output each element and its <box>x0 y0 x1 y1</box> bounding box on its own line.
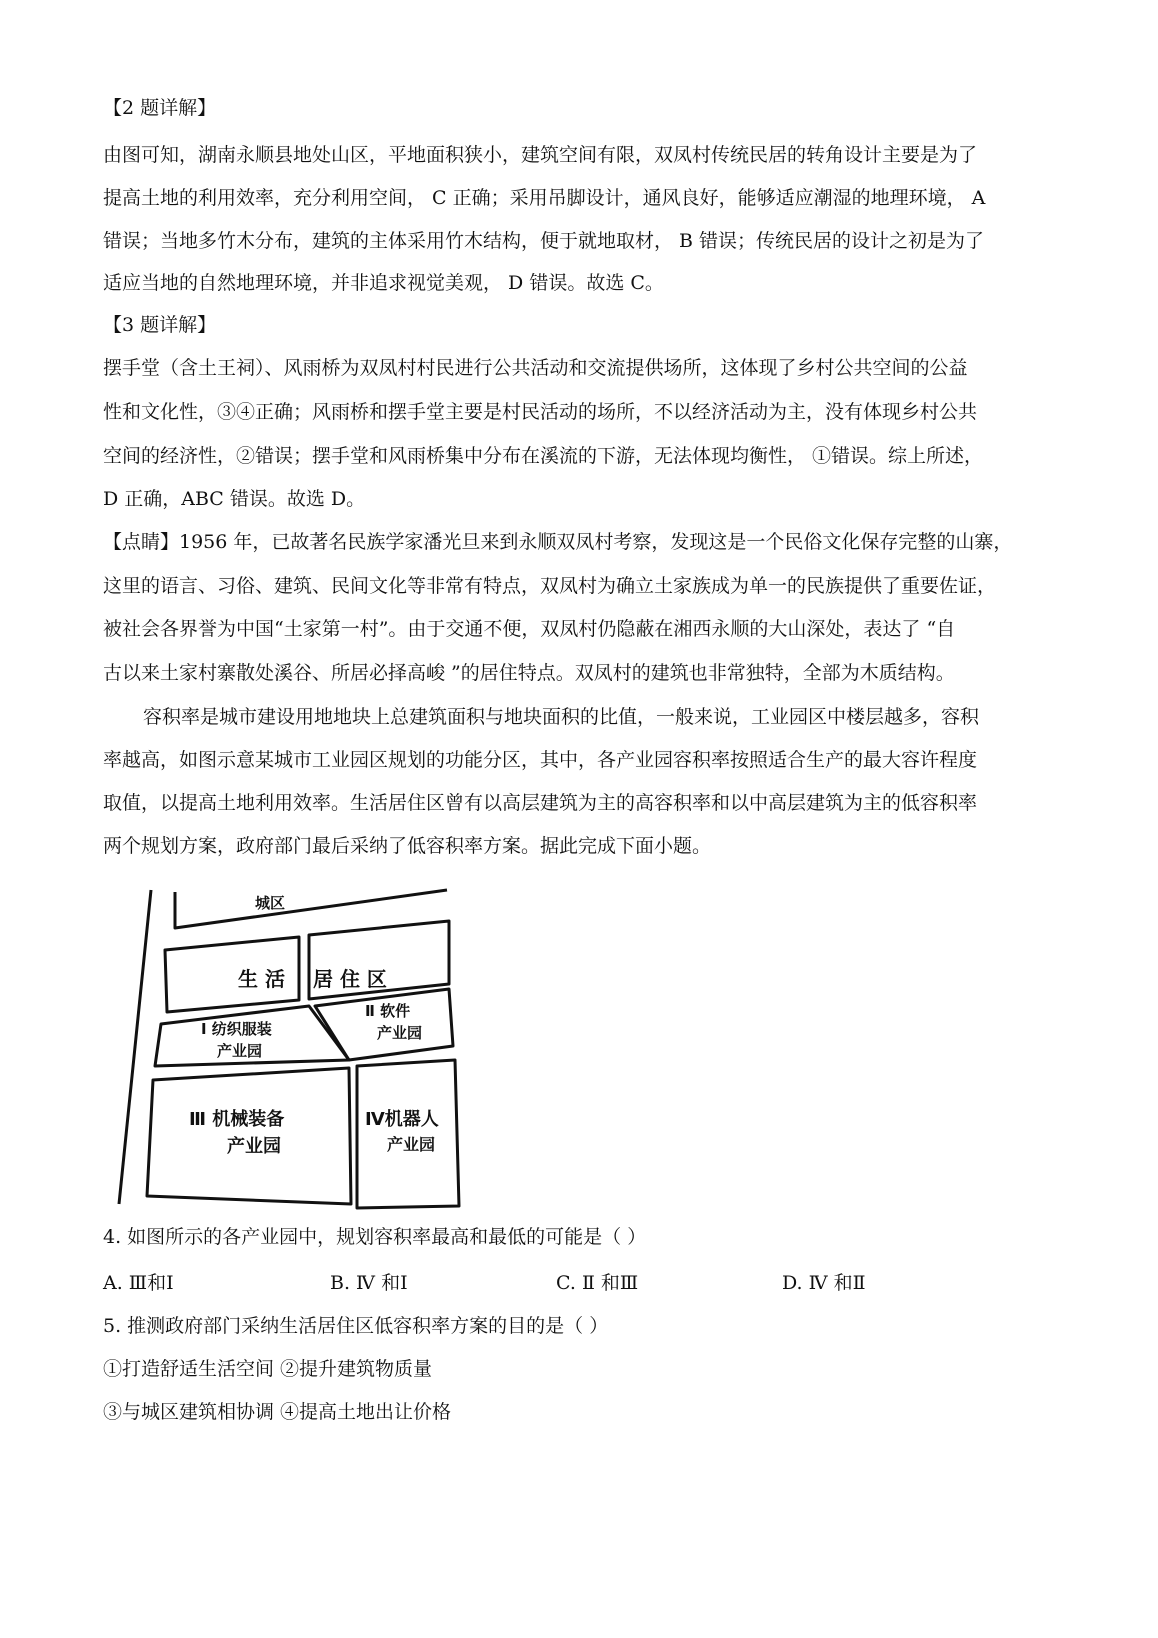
q4-option-c[interactable]: C. Ⅱ 和Ⅲ <box>556 1272 639 1294</box>
intro-line-4: 两个规划方案，政府部门最后采纳了低容积率方案。据此完成下面小题。 <box>103 835 712 857</box>
section3-line-1: 摆手堂（含土王祠）、风雨桥为双凤村村民进行公共活动和交流提供场所，这体现了乡村公共空间的公益 <box>103 357 968 379</box>
section2-line-2: 提高土地的利用效率，充分利用空间， C 正确；采用吊脚设计，通风良好，能够适应潮湿的地理环境， A <box>103 187 986 209</box>
q4-option-a[interactable]: A. Ⅲ和Ⅰ <box>103 1272 174 1294</box>
section3-heading: 【3 题详解】 <box>103 314 217 336</box>
section2-line-4: 适应当地的自然地理环境，并非追求视觉美观， D 错误。故选 C。 <box>103 272 664 294</box>
section3-line-3: 空间的经济性，②错误；摆手堂和风雨桥集中分布在溪流的下游，无法体现均衡性， ①错误。综上所述， <box>103 445 984 467</box>
q5-stem: 5. 推测政府部门采纳生活居住区低容积率方案的目的是（ ） <box>103 1315 609 1337</box>
label-park-4-line2: 产业园 <box>387 1135 436 1154</box>
label-living-2: 居 住 区 <box>313 967 387 991</box>
label-city: 城区 <box>255 894 286 912</box>
note-line-1: 【点睛】1956 年，已故著名民族学家潘光旦来到永顺双凤村考察，发现这是一个民俗文化保存完整的山寨， <box>103 531 1013 553</box>
label-park-2-line1: Ⅱ 软件 <box>365 1002 411 1020</box>
city-boundary <box>175 890 447 928</box>
section3-line-4: D 正确，ABC 错误。故选 D。 <box>103 488 366 510</box>
q5-items-line-1: ①打造舒适生活空间 ②提升建筑物质量 <box>103 1358 433 1380</box>
label-living-1: 生 活 <box>238 967 285 991</box>
q4-stem: 4. 如图所示的各产业园中，规划容积率最高和最低的可能是（ ） <box>103 1226 647 1248</box>
q5-items-line-2: ③与城区建筑相协调 ④提高土地出让价格 <box>103 1401 452 1423</box>
road-line <box>119 890 151 1204</box>
label-park-3-line1: Ⅲ 机械装备 <box>189 1109 285 1130</box>
label-park-3-line2: 产业园 <box>227 1136 281 1157</box>
section2-line-1: 由图可知，湖南永顺县地处山区，平地面积狭小，建筑空间有限，双凤村传统民居的转角设计主要是为了 <box>103 144 978 166</box>
industrial-park-map <box>103 894 493 1258</box>
intro-line-2: 率越高，如图示意某城市工业园区规划的功能分区，其中，各产业园容积率按照适合生产的最大容许程度 <box>103 749 978 771</box>
section2-line-3: 错误；当地多竹木分布，建筑的主体采用竹木结构，便于就地取材， B 错误；传统民居的设计之初是为了 <box>103 230 985 252</box>
intro-line-1: 容积率是城市建设用地地块上总建筑面积与地块面积的比值，一般来说，工业园区中楼层越多，容积 <box>143 706 980 728</box>
q4-option-b[interactable]: B. Ⅳ 和Ⅰ <box>330 1272 408 1294</box>
label-park-2-line2: 产业园 <box>377 1024 423 1042</box>
section3-line-2: 性和文化性，③④正确；风雨桥和摆手堂主要是村民活动的场所，不以经济活动为主，没有体现乡村公共 <box>103 401 978 423</box>
section2-heading: 【2 题详解】 <box>103 97 217 119</box>
note-line-2: 这里的语言、习俗、建筑、民间文化等非常有特点，双凤村为确立土家族成为单一的民族提供了重要佐证， <box>103 575 997 597</box>
label-park-4-line1: Ⅳ机器人 <box>365 1109 439 1130</box>
label-park-1-line1: Ⅰ 纺织服装 <box>201 1020 272 1038</box>
park-4-robots <box>357 1060 459 1208</box>
note-line-4: 古以来土家村寨散处溪谷、所居必择高峻 ”的居住特点。双凤村的建筑也非常独特，全部为木质结构。 <box>103 662 955 684</box>
q4-option-d[interactable]: D. Ⅳ 和Ⅱ <box>782 1272 866 1294</box>
note-line-3: 被社会各界誉为中国“土家第一村”。由于交通不便，双凤村仍隐蔽在湘西永顺的大山深处，表达了 “自 <box>103 618 956 640</box>
label-park-1-line2: 产业园 <box>217 1042 263 1060</box>
intro-line-3: 取值，以提高土地利用效率。生活居住区曾有以高层建筑为主的高容积率和以中高层建筑为主的低容积率 <box>103 792 978 814</box>
